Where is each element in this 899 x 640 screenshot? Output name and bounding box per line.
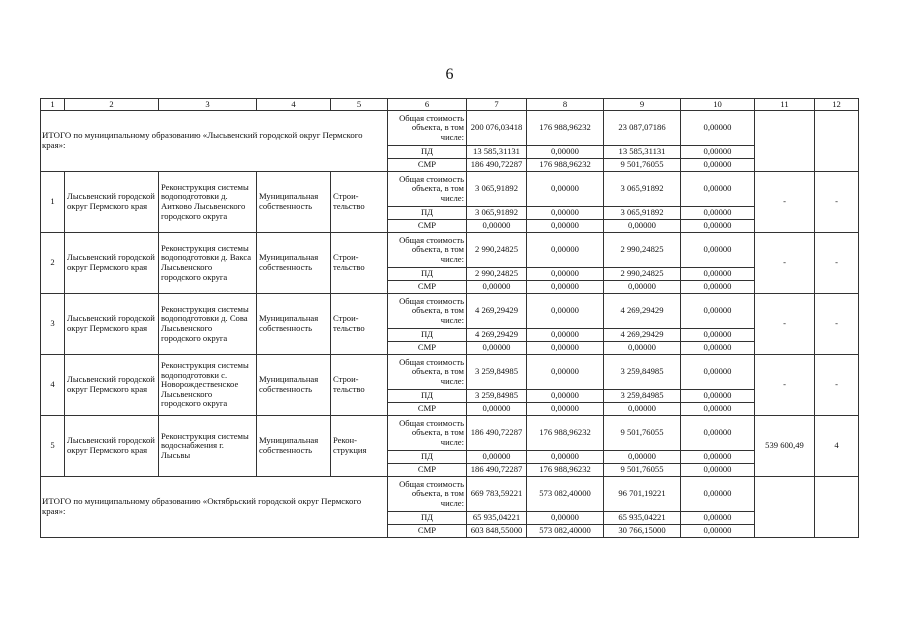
value-cell: 23 087,07186 [604,111,681,146]
value-cell: 573 082,40000 [527,477,604,512]
value-cell: 9 501,76055 [604,416,681,451]
value-cell: 2 990,24825 [467,233,527,268]
row-label-pd: ПД [388,451,467,464]
value-cell: 0,00000 [681,416,755,451]
value-cell: 669 783,59221 [467,477,527,512]
value-cell: 0,00000 [527,342,604,355]
project-work-type: Строи-тельство [331,172,388,233]
value-cell: 0,00000 [527,329,604,342]
value-cell: 0,00000 [681,451,755,464]
project-col12: - [815,294,859,355]
row-label-total: Общая стоимость объекта, в том числе: [388,111,467,146]
project-ownership: Муниципальная собственность [257,172,331,233]
project-col11: - [755,233,815,294]
row-label-smr: СМР [388,281,467,294]
value-cell: 0,00000 [604,281,681,294]
value-cell: 0,00000 [527,233,604,268]
value-cell: 0,00000 [681,233,755,268]
header-cell: 10 [681,99,755,111]
value-cell: 0,00000 [604,451,681,464]
project-number: 2 [41,233,65,294]
value-cell: 186 490,72287 [467,464,527,477]
empty-cell [815,111,859,172]
row-label-total: Общая стоимость объекта, в том числе: [388,355,467,390]
value-cell: 96 701,19221 [604,477,681,512]
header-cell: 6 [388,99,467,111]
value-cell: 3 259,84985 [604,390,681,403]
empty-cell [755,477,815,538]
project-municipality: Лысьвенский городской округ Пермского края [65,233,159,294]
project-col11: - [755,172,815,233]
row-label-pd: ПД [388,390,467,403]
value-cell: 0,00000 [527,451,604,464]
project-work-type: Строи-тельство [331,233,388,294]
value-cell: 0,00000 [527,268,604,281]
value-cell: 176 988,96232 [527,159,604,172]
header-cell: 8 [527,99,604,111]
value-cell: 0,00000 [604,220,681,233]
row-label-total: Общая стоимость объекта, в том числе: [388,233,467,268]
value-cell: 0,00000 [467,281,527,294]
value-cell: 3 065,91892 [467,172,527,207]
value-cell: 186 490,72287 [467,159,527,172]
value-cell: 3 259,84985 [467,390,527,403]
value-cell: 0,00000 [681,281,755,294]
row-label-smr: СМР [388,464,467,477]
header-cell: 5 [331,99,388,111]
value-cell: 4 269,29429 [467,294,527,329]
value-cell: 200 076,03418 [467,111,527,146]
value-cell: 186 490,72287 [467,416,527,451]
value-cell: 13 585,31131 [604,146,681,159]
value-cell: 0,00000 [681,294,755,329]
value-cell: 9 501,76055 [604,464,681,477]
project-object: Реконструкция системы водоподготовки д. Сова Лысьвенского городского округа [159,294,257,355]
project-number: 4 [41,355,65,416]
value-cell: 0,00000 [681,390,755,403]
value-cell: 0,00000 [681,268,755,281]
value-cell: 3 065,91892 [467,207,527,220]
row-label-pd: ПД [388,512,467,525]
value-cell: 2 990,24825 [604,233,681,268]
value-cell: 0,00000 [681,172,755,207]
value-cell: 0,00000 [681,159,755,172]
project-work-type: Рекон-струкция [331,416,388,477]
project-work-type: Строи-тельство [331,355,388,416]
header-cell: 3 [159,99,257,111]
project-municipality: Лысьвенский городской округ Пермского края [65,416,159,477]
project-col11: - [755,294,815,355]
project-row [41,355,859,390]
value-cell: 0,00000 [467,220,527,233]
row-label-smr: СМР [388,403,467,416]
row-label-pd: ПД [388,329,467,342]
row-label-pd: ПД [388,268,467,281]
value-cell: 2 990,24825 [604,268,681,281]
value-cell: 0,00000 [681,329,755,342]
project-number: 3 [41,294,65,355]
funding-table [40,98,859,538]
value-cell: 573 082,40000 [527,525,604,538]
header-cell: 12 [815,99,859,111]
project-object: Реконструкция системы водоснабжения г. Лысьвы [159,416,257,477]
value-cell: 0,00000 [681,220,755,233]
project-ownership: Муниципальная собственность [257,416,331,477]
value-cell: 65 935,04221 [467,512,527,525]
value-cell: 0,00000 [604,342,681,355]
value-cell: 0,00000 [467,451,527,464]
value-cell: 0,00000 [467,342,527,355]
project-col12: - [815,355,859,416]
value-cell: 0,00000 [681,355,755,390]
value-cell: 3 065,91892 [604,172,681,207]
value-cell: 0,00000 [527,390,604,403]
value-cell: 65 935,04221 [604,512,681,525]
project-number: 5 [41,416,65,477]
total-label: ИТОГО по муниципальному образованию «Октябрьский городской округ Пермского края»: [41,477,388,538]
row-label-total: Общая стоимость объекта, в том числе: [388,477,467,512]
project-municipality: Лысьвенский городской округ Пермского края [65,355,159,416]
value-cell: 4 269,29429 [467,329,527,342]
value-cell: 0,00000 [681,403,755,416]
value-cell: 9 501,76055 [604,159,681,172]
empty-cell [815,477,859,538]
value-cell: 176 988,96232 [527,111,604,146]
row-label-pd: ПД [388,146,467,159]
project-municipality: Лысьвенский городской округ Пермского края [65,294,159,355]
value-cell: 0,00000 [681,525,755,538]
row-label-smr: СМР [388,159,467,172]
header-cell: 2 [65,99,159,111]
value-cell: 3 259,84985 [467,355,527,390]
project-ownership: Муниципальная собственность [257,294,331,355]
value-cell: 603 848,55000 [467,525,527,538]
row-label-total: Общая стоимость объекта, в том числе: [388,416,467,451]
value-cell: 0,00000 [527,512,604,525]
value-cell: 176 988,96232 [527,416,604,451]
project-col11: - [755,355,815,416]
project-row [41,233,859,268]
row-label-total: Общая стоимость объекта, в том числе: [388,294,467,329]
value-cell: 4 269,29429 [604,294,681,329]
value-cell: 0,00000 [467,403,527,416]
project-row [41,294,859,329]
header-cell: 9 [604,99,681,111]
page-number: 6 [445,66,454,83]
row-label-smr: СМР [388,220,467,233]
table-row [41,111,859,146]
project-row [41,172,859,207]
value-cell: 2 990,24825 [467,268,527,281]
project-object: Реконструкция системы водоподготовки д. Аитково Лысьвенского городского округа [159,172,257,233]
value-cell: 3 259,84985 [604,355,681,390]
value-cell: 0,00000 [681,512,755,525]
total-label: ИТОГО по муниципальному образованию «Лысьвенский городской округ Пермского края»: [41,111,388,172]
value-cell: 0,00000 [527,403,604,416]
value-cell: 30 766,15000 [604,525,681,538]
value-cell: 0,00000 [527,355,604,390]
value-cell: 0,00000 [681,477,755,512]
header-cell: 7 [467,99,527,111]
row-label-smr: СМР [388,342,467,355]
header-cell: 1 [41,99,65,111]
project-number: 1 [41,172,65,233]
value-cell: 13 585,31131 [467,146,527,159]
project-ownership: Муниципальная собственность [257,233,331,294]
header-cell: 11 [755,99,815,111]
table-row [41,477,859,512]
value-cell: 0,00000 [681,342,755,355]
empty-cell [755,111,815,172]
value-cell: 3 065,91892 [604,207,681,220]
row-label-pd: ПД [388,207,467,220]
value-cell: 0,00000 [681,207,755,220]
value-cell: 0,00000 [681,464,755,477]
value-cell: 0,00000 [681,111,755,146]
header-cell: 4 [257,99,331,111]
project-object: Реконструкция системы водоподготовки д. Вакса Лысьвенского городского округа [159,233,257,294]
project-col11: 539 600,49 [755,416,815,477]
project-ownership: Муниципальная собственность [257,355,331,416]
project-municipality: Лысьвенский городской округ Пермского края [65,172,159,233]
project-col12: - [815,172,859,233]
project-col12: 4 [815,416,859,477]
project-object: Реконструкция системы водоподготовки с. Новорождественское Лысьвенского городского округа [159,355,257,416]
row-label-smr: СМР [388,525,467,538]
value-cell: 0,00000 [527,146,604,159]
project-col12: - [815,233,859,294]
project-row [41,416,859,451]
value-cell: 0,00000 [527,294,604,329]
value-cell: 176 988,96232 [527,464,604,477]
value-cell: 0,00000 [604,403,681,416]
value-cell: 0,00000 [527,172,604,207]
value-cell: 0,00000 [527,207,604,220]
value-cell: 0,00000 [681,146,755,159]
value-cell: 4 269,29429 [604,329,681,342]
value-cell: 0,00000 [527,281,604,294]
row-label-total: Общая стоимость объекта, в том числе: [388,172,467,207]
header-row [41,99,859,111]
project-work-type: Строи-тельство [331,294,388,355]
value-cell: 0,00000 [527,220,604,233]
